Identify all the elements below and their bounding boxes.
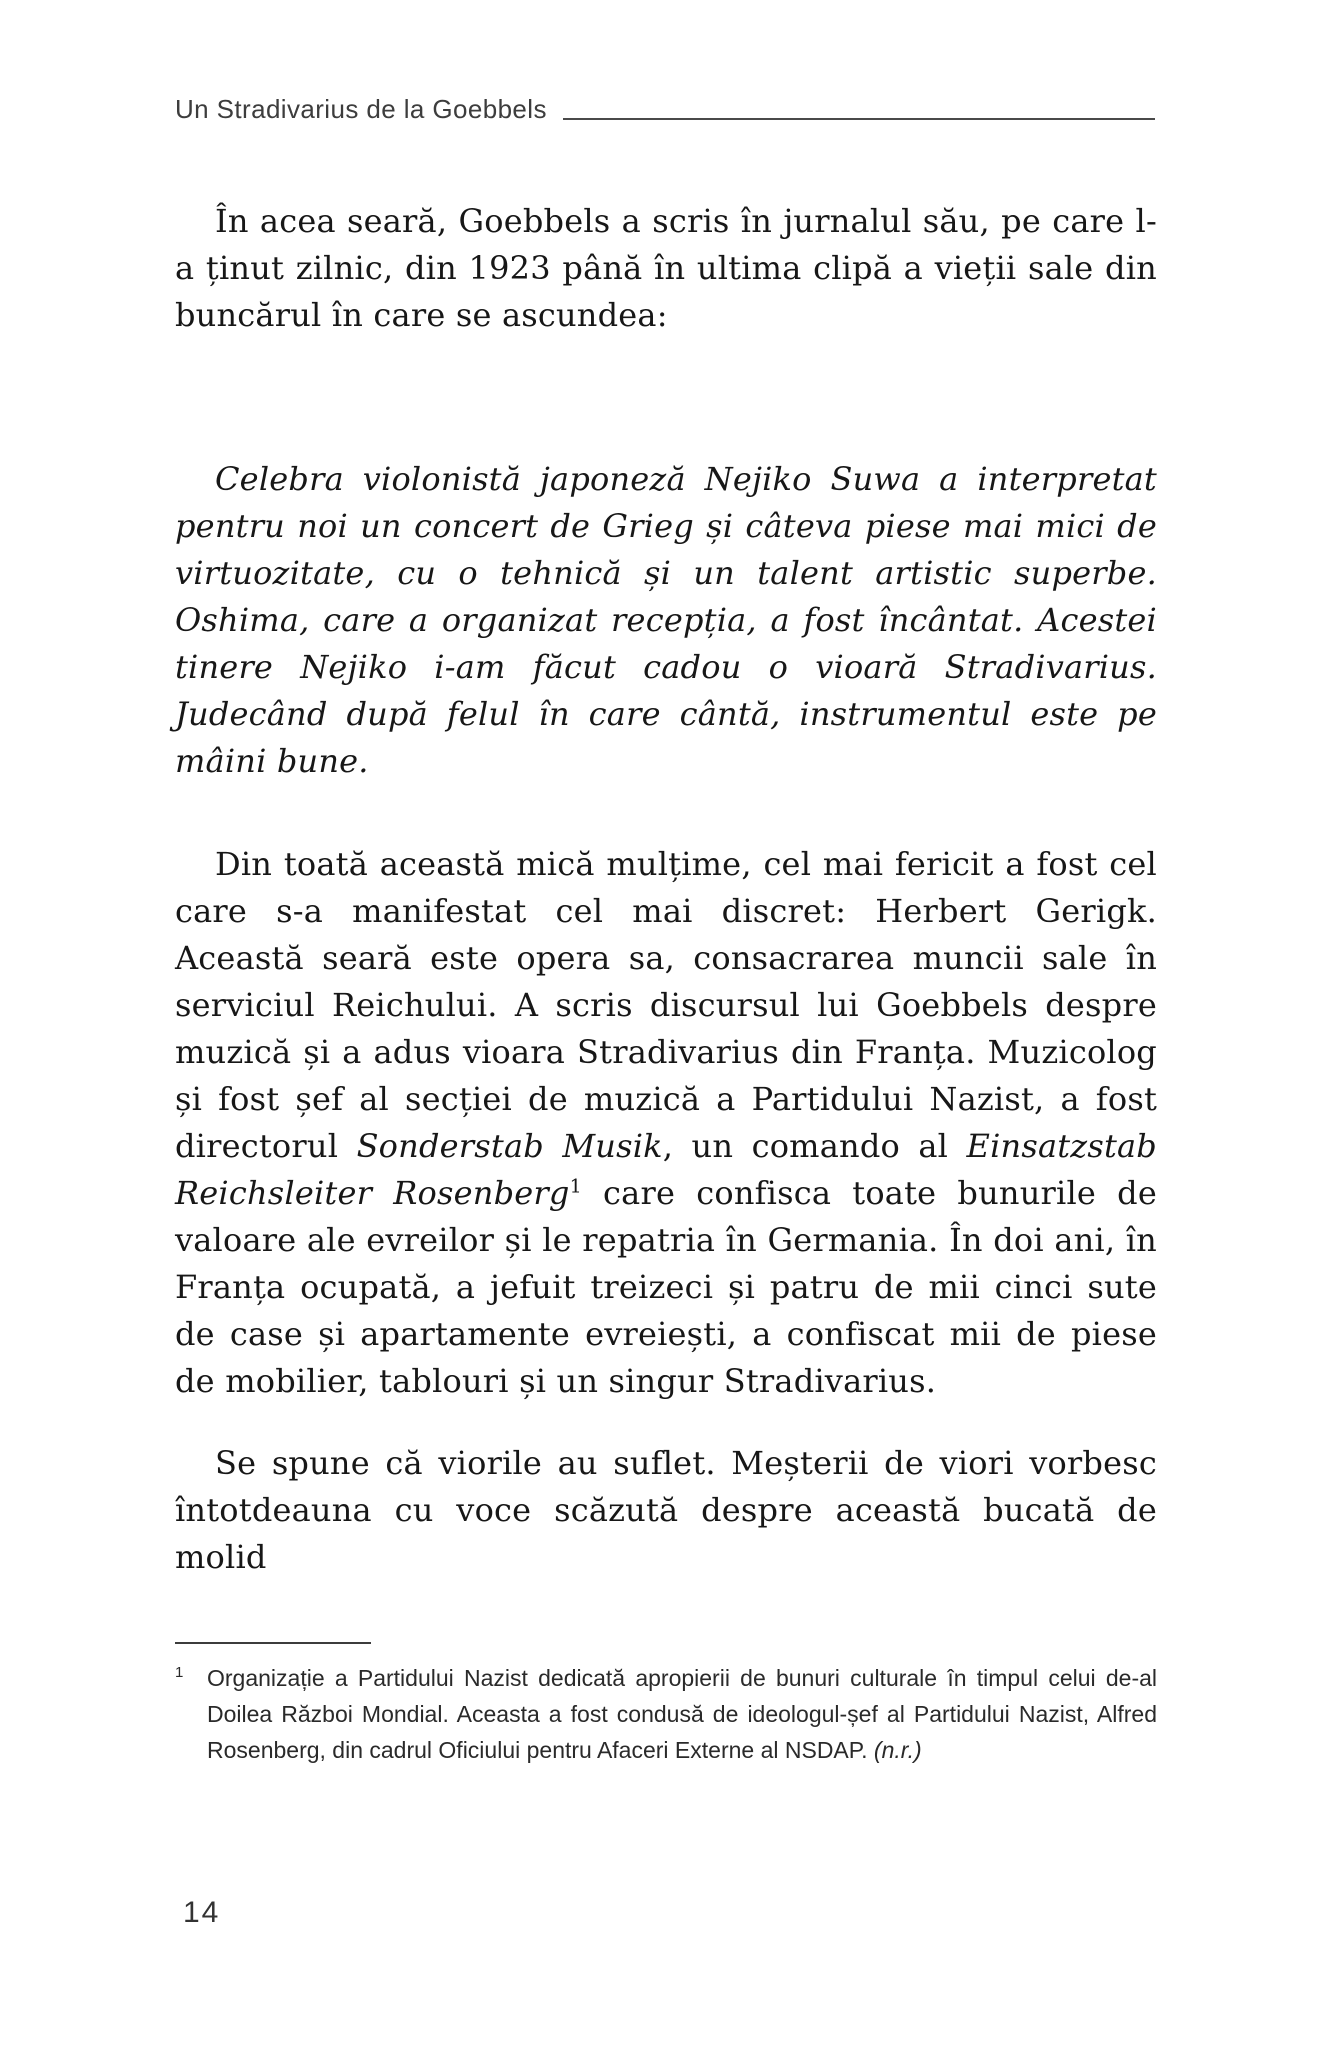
paragraph-gerigk-text-1: Din toată această mică mulțime, cel mai fericit a fost cel care s-a manifestat cel mai discret: Herbert Gerigk. Această seară este opera sa, consacrarea muncii sale în serviciul Reichului. A scris discursul lui Goebbels despre muzică și a adus vioara Stradivarius din Franța. Muzicolog și fost șef al secției de muzică a Partidului Nazist, a fost directorul (175, 845, 1157, 1165)
term-einsatzstab-rosenberg: Einsatzstab Reichsleiter Rosenberg (175, 1127, 1157, 1212)
paragraph-gerigk (175, 841, 1157, 1405)
term-sonderstab-musik: Sonderstab Musik (356, 1127, 663, 1165)
footnote-rule (175, 1642, 371, 1644)
footnote-text: Organizație a Partidului Nazist dedicată apropierii de bunuri culturale în timpul celui de-al Doilea Război Mondial. Aceasta a fost condusă de ideologul-șef al Partidului Nazist, Alfred Rosenberg, din cadrul Oficiului pentru Afaceri Externe al NSDAP. (207, 1665, 1157, 1763)
paragraph-gerigk-text-3: care confisca toate bunurile de valoare ale evreilor și le repatria în Germania. În doi ani, în Franța ocupată, a jefuit treizeci și patru de mii cinci sute de case și apartamente evreiești, a confiscat mii de piese de mobilier, tablouri și un singur Stradivarius. (175, 1174, 1158, 1400)
paragraph-gerigk-text-2: , un comando al (662, 1127, 967, 1165)
header-rule (563, 118, 1155, 120)
diary-quote: Celebra violonistă japoneză Nejiko Suwa a interpretat pentru noi un concert de Grieg și câteva piese mai mici de virtuozitate, cu o tehnică și un talent artistic superbe. Oshima, care a organizat recepția, a fost încântat. Acestei tinere Nejiko i-am făcut cadou o vioară Stradivarius. Judecând după felul în care cântă, instrumentul este pe mâini bune. (175, 460, 1157, 780)
footnote (175, 1642, 1157, 1768)
footnote-editor-note: (n.r.) (873, 1737, 922, 1763)
paragraph-violins: Se spune că viorile au suflet. Meșterii de viori vorbesc întotdeauna cu voce scăzută despre această bucată de molid (175, 1444, 1157, 1576)
running-header (175, 94, 1155, 125)
paragraph-intro: În acea seară, Goebbels a scris în jurnalul său, pe care l-a ținut zilnic, din 1923 până în ultima clipă a vieții sale din buncărul în care se ascundea: (175, 202, 1157, 334)
footnote-reference-mark: 1 (569, 1175, 582, 1198)
page-number: 14 (183, 1896, 221, 1929)
footnote-body: $^1$ Organizație a Partidului Nazist dedicată apropierii de bunuri culturale în timpul celui de-al Doilea Război Mondial. Aceasta a fost condusă de ideologul-șef al Partidului Nazist, Alfred Rosenberg, din cadrul Oficiului pentru Afaceri Externe al NSDAP. (n.r.) (175, 1664, 1157, 1763)
running-header-title: Un Stradivarius de la Goebbels (175, 94, 547, 124)
